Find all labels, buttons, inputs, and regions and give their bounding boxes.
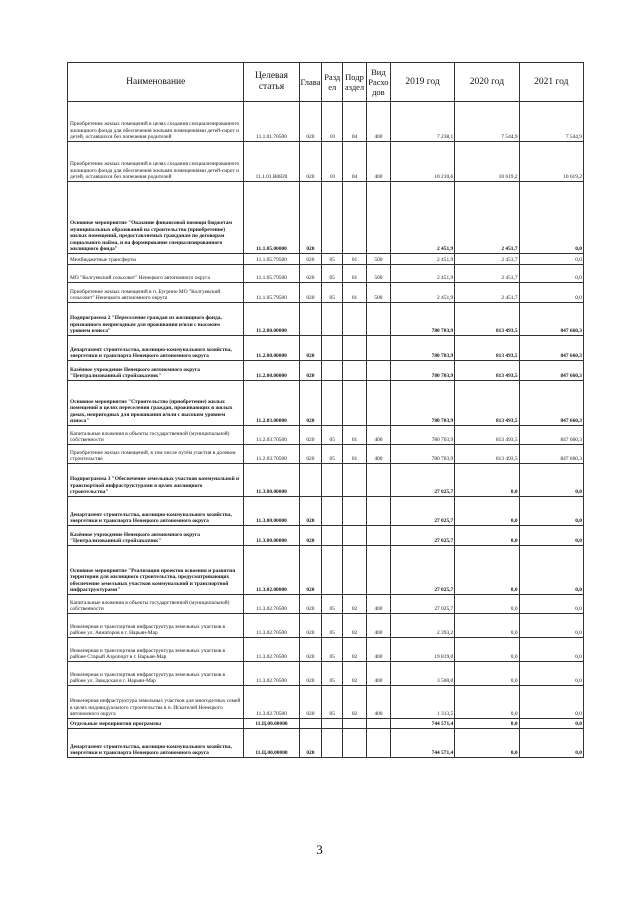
cell-type: 500: [366, 265, 390, 283]
cell-y2020: 0,0: [455, 464, 519, 497]
cell-chapter: 020: [299, 361, 322, 381]
cell-chapter: 020: [299, 102, 322, 142]
cell-y2020: 813 493,5: [455, 303, 519, 336]
cell-type: 400: [366, 595, 390, 614]
table-header-row: [68, 63, 584, 102]
cell-subsection: [343, 729, 367, 758]
header-2020: 2020 год: [455, 63, 519, 102]
cell-section: [322, 182, 343, 254]
cell-y2021: 7 544,9: [519, 102, 583, 142]
budget-table-container: [67, 62, 584, 758]
cell-y2021: 0,0: [519, 614, 583, 638]
cell-name: Приобретение жилых помещений в целях создания специализированного жилищного фонда для обеспечения жилыми помещениями детей-сирот и детей, оставшихся без попечения родителей: [68, 102, 244, 142]
cell-y2020: 0,0: [455, 719, 519, 729]
cell-name: Департамент строительства, жилищно-коммунального хозяйства, энергетики и транспорта Ненецкого автономного округа: [68, 497, 244, 526]
cell-section: 05: [322, 638, 343, 662]
cell-chapter: [299, 303, 322, 336]
cell-y2021: 0,0: [519, 464, 583, 497]
header-section: Разд ел: [322, 63, 343, 102]
cell-subsection: 01: [343, 254, 367, 265]
cell-y2019: 780 703,9: [390, 303, 454, 336]
cell-subsection: 02: [343, 638, 367, 662]
cell-subsection: 02: [343, 595, 367, 614]
cell-y2020: 2 451,7: [455, 254, 519, 265]
cell-target: 11.1.05.79500: [244, 265, 299, 283]
page-number: 3: [316, 842, 323, 857]
cell-y2019: 7 238,1: [390, 102, 454, 142]
cell-target: 11.3.02.70500: [244, 638, 299, 662]
cell-name: Приобретение жилых помещений в п. Бугрино МО "Колгуевский сельсовет" Ненецкого автономного округа: [68, 283, 244, 303]
cell-section: [322, 546, 343, 595]
cell-name: Основное мероприятие "Строительство (приобретение) жилых помещений в целях переселения граждан, проживающих в жилых домах, непригодных для проживания и/или с высоким уровнем износа": [68, 381, 244, 426]
cell-type: 400: [366, 638, 390, 662]
cell-type: 400: [366, 614, 390, 638]
cell-chapter: 020: [299, 729, 322, 758]
cell-chapter: 020: [299, 426, 322, 445]
cell-name: Межбюджетные трансферты: [68, 254, 244, 265]
cell-type: [366, 729, 390, 758]
cell-y2020: 813 493,5: [455, 361, 519, 381]
table-row: [68, 497, 584, 526]
table-row: [68, 526, 584, 546]
cell-y2019: 780 703,9: [390, 336, 454, 361]
cell-section: 05: [322, 445, 343, 464]
cell-subsection: [343, 381, 367, 426]
cell-name: Казённое учреждение Ненецкого автономного округа "Централизованный стройзаказчик": [68, 361, 244, 381]
cell-name: Капитальные вложения в объекты государственной (муниципальной) собственности: [68, 426, 244, 445]
cell-section: 05: [322, 614, 343, 638]
cell-type: 400: [366, 662, 390, 686]
header-chapter: Глава: [299, 63, 322, 102]
cell-y2019: 744 571,4: [390, 719, 454, 729]
header-2021: 2021 год: [519, 63, 583, 102]
cell-y2021: 0,0: [519, 265, 583, 283]
cell-y2020: 0,0: [455, 526, 519, 546]
cell-type: [366, 719, 390, 729]
cell-target: 11.3.02.70500: [244, 686, 299, 719]
cell-name: Департамент строительства, жилищно-коммунального хозяйства, энергетики и транспорта Ненецкого автономного округа: [68, 336, 244, 361]
cell-chapter: 020: [299, 265, 322, 283]
cell-subsection: [343, 303, 367, 336]
cell-type: [366, 526, 390, 546]
cell-type: [366, 303, 390, 336]
table-row: [68, 719, 584, 729]
cell-section: 05: [322, 254, 343, 265]
cell-y2020: 0,0: [455, 662, 519, 686]
cell-target: 11.3.00.00000: [244, 464, 299, 497]
cell-y2021: 0,0: [519, 729, 583, 758]
cell-y2021: 847 660,3: [519, 381, 583, 426]
cell-y2021: 847 660,3: [519, 361, 583, 381]
cell-y2021: 847 660,3: [519, 445, 583, 464]
cell-y2019: 780 703,9: [390, 445, 454, 464]
cell-target: 11.1.01.R0820: [244, 142, 299, 182]
cell-name: Подпрограмма 2 "Переселение граждан из жилищного фонда, признанного непригодным для проживания и/или с высоким уровнем износа": [68, 303, 244, 336]
header-target: Целевая статья: [244, 63, 299, 102]
cell-target: 11.2.00.00000: [244, 361, 299, 381]
cell-y2021: 847 660,3: [519, 336, 583, 361]
cell-chapter: 020: [299, 662, 322, 686]
table-row: [68, 729, 584, 758]
cell-chapter: 020: [299, 526, 322, 546]
cell-subsection: [343, 497, 367, 526]
table-row: [68, 361, 584, 381]
cell-section: 10: [322, 102, 343, 142]
cell-target: 11.2.00.00000: [244, 303, 299, 336]
header-subsection: Подр аздел: [343, 63, 367, 102]
cell-y2019: 3 500,0: [390, 662, 454, 686]
cell-y2019: 1 313,5: [390, 686, 454, 719]
cell-y2020: 0,0: [455, 686, 519, 719]
cell-y2020: 0,0: [455, 614, 519, 638]
table-row: [68, 638, 584, 662]
cell-target: 11.1.05.79500: [244, 254, 299, 265]
cell-y2021: 0,0: [519, 546, 583, 595]
cell-y2019: 27 025,7: [390, 526, 454, 546]
cell-name: МО "Колгуевский сельсовет" Ненецкого автономного округа: [68, 265, 244, 283]
cell-y2020: 0,0: [455, 638, 519, 662]
cell-name: Подпрограмма 3 "Обеспечение земельных участков коммунальной и транспортной инфраструктурами в целях жилищного строительства": [68, 464, 244, 497]
cell-section: [322, 719, 343, 729]
table-row: [68, 142, 584, 182]
cell-subsection: [343, 182, 367, 254]
cell-y2019: 2 451,9: [390, 182, 454, 254]
header-name: Наименование: [68, 63, 244, 102]
cell-y2019: 2 451,9: [390, 254, 454, 265]
table-row: [68, 283, 584, 303]
table-row: [68, 381, 584, 426]
cell-target: 11.3.02.70500: [244, 662, 299, 686]
cell-chapter: 020: [299, 283, 322, 303]
cell-y2021: 847 660,3: [519, 426, 583, 445]
cell-section: 05: [322, 595, 343, 614]
cell-subsection: 04: [343, 102, 367, 142]
cell-y2020: 10 619,2: [455, 142, 519, 182]
cell-name: Приобретение жилых помещений, в том числе путём участия в долевом строительстве: [68, 445, 244, 464]
table-row: [68, 595, 584, 614]
cell-target: 11.1.01.70500: [244, 102, 299, 142]
cell-target: 11.3.00.00000: [244, 497, 299, 526]
table-row: [68, 445, 584, 464]
table-row: [68, 303, 584, 336]
cell-chapter: 020: [299, 638, 322, 662]
cell-section: 05: [322, 686, 343, 719]
cell-type: 400: [366, 102, 390, 142]
cell-y2020: 813 493,5: [455, 426, 519, 445]
cell-name: Капитальные вложения в объекты государственной (муниципальной) собственности: [68, 595, 244, 614]
cell-chapter: 020: [299, 595, 322, 614]
cell-y2019: 10 210,6: [390, 142, 454, 182]
cell-section: [322, 526, 343, 546]
cell-chapter: 020: [299, 336, 322, 361]
cell-y2021: 0,0: [519, 497, 583, 526]
cell-y2021: 0,0: [519, 638, 583, 662]
cell-name: Основное мероприятие "Реализация проектов освоения и развития территории для жилищного строительства, предусматривающих обеспечение земельных участков коммунальной и транспортной инфраструктурами": [68, 546, 244, 595]
cell-section: [322, 497, 343, 526]
cell-chapter: 020: [299, 445, 322, 464]
cell-type: [366, 381, 390, 426]
cell-section: 05: [322, 265, 343, 283]
cell-subsection: 02: [343, 686, 367, 719]
cell-y2019: 744 571,4: [390, 729, 454, 758]
cell-y2021: 0,0: [519, 182, 583, 254]
cell-subsection: [343, 464, 367, 497]
cell-name: Отдельные мероприятия программы: [68, 719, 244, 729]
cell-section: 05: [322, 283, 343, 303]
cell-y2020: 7 544,9: [455, 102, 519, 142]
cell-y2021: 0,0: [519, 595, 583, 614]
cell-section: [322, 303, 343, 336]
cell-type: 500: [366, 254, 390, 265]
cell-type: [366, 546, 390, 595]
cell-type: 400: [366, 445, 390, 464]
header-expense-type: Вид Расхо дов: [366, 63, 390, 102]
cell-chapter: 020: [299, 254, 322, 265]
cell-subsection: 01: [343, 283, 367, 303]
table-row: [68, 265, 584, 283]
cell-type: 400: [366, 426, 390, 445]
cell-y2019: 780 703,9: [390, 361, 454, 381]
cell-chapter: 020: [299, 381, 322, 426]
cell-chapter: 020: [299, 614, 322, 638]
table-row: [68, 182, 584, 254]
table-row: [68, 464, 584, 497]
cell-y2019: 27 025,7: [390, 497, 454, 526]
cell-y2020: 2 451,7: [455, 182, 519, 254]
cell-subsection: 02: [343, 614, 367, 638]
cell-target: 11.Ц.00.00000: [244, 729, 299, 758]
cell-subsection: [343, 336, 367, 361]
cell-y2021: 0,0: [519, 283, 583, 303]
cell-subsection: [343, 719, 367, 729]
cell-type: 500: [366, 283, 390, 303]
cell-section: [322, 336, 343, 361]
cell-chapter: 020: [299, 686, 322, 719]
cell-y2019: 19 819,0: [390, 638, 454, 662]
cell-subsection: 01: [343, 426, 367, 445]
cell-chapter: 020: [299, 182, 322, 254]
cell-name: Инженерная инфраструктура земельных участков для многодетных семей в целях индивидуального строительства в п. Искателей Ненецкого автономного округа: [68, 686, 244, 719]
cell-y2019: 27 025,7: [390, 464, 454, 497]
cell-target: 11.1.05.79500: [244, 283, 299, 303]
cell-subsection: 04: [343, 142, 367, 182]
cell-chapter: 020: [299, 497, 322, 526]
cell-y2020: 2 451,7: [455, 265, 519, 283]
cell-section: 05: [322, 426, 343, 445]
cell-y2020: 813 493,5: [455, 381, 519, 426]
cell-type: [366, 361, 390, 381]
cell-y2019: 780 703,9: [390, 426, 454, 445]
cell-section: [322, 381, 343, 426]
cell-name: Инженерная и транспортная инфраструктура земельных участков в районе ул. Авиаторов в г. Нарьян-Мар: [68, 614, 244, 638]
cell-y2021: 0,0: [519, 526, 583, 546]
cell-target: 11.2.03.00000: [244, 381, 299, 426]
cell-type: 400: [366, 686, 390, 719]
table-row: [68, 426, 584, 445]
cell-subsection: [343, 526, 367, 546]
table-row: [68, 686, 584, 719]
cell-target: 11.3.02.70500: [244, 595, 299, 614]
cell-name: Департамент строительства, жилищно-коммунального хозяйства, энергетики и транспорта Ненецкого автономного округа: [68, 729, 244, 758]
cell-y2019: 27 025,7: [390, 595, 454, 614]
cell-y2021: 847 660,3: [519, 303, 583, 336]
cell-y2021: 10 619,2: [519, 142, 583, 182]
cell-subsection: 02: [343, 662, 367, 686]
table-row: [68, 546, 584, 595]
table-row: [68, 254, 584, 265]
cell-type: 400: [366, 142, 390, 182]
cell-y2020: 0,0: [455, 729, 519, 758]
cell-y2019: 2 451,9: [390, 283, 454, 303]
budget-table: [67, 62, 584, 758]
cell-chapter: 020: [299, 142, 322, 182]
cell-y2020: 0,0: [455, 595, 519, 614]
cell-target: 11.2.00.00000: [244, 336, 299, 361]
cell-target: 11.Ц.00.00000: [244, 719, 299, 729]
cell-target: 11.3.02.70500: [244, 614, 299, 638]
cell-type: [366, 182, 390, 254]
cell-target: 11.3.00.00000: [244, 526, 299, 546]
table-body: [68, 102, 584, 758]
cell-y2021: 0,0: [519, 719, 583, 729]
cell-y2019: 2 451,9: [390, 265, 454, 283]
cell-y2021: 0,0: [519, 662, 583, 686]
cell-name: Основное мероприятие "Оказание финансовой помощи бюджетам муниципальных образований на строительство (приобретение) жилых помещений, предоставляемых гражданам по договорам социального найма, и на формирование специализированного жилищного фонда": [68, 182, 244, 254]
cell-y2020: 813 493,5: [455, 445, 519, 464]
header-2019: 2019 год: [390, 63, 454, 102]
cell-y2019: 2 393,2: [390, 614, 454, 638]
cell-y2020: 813 493,5: [455, 336, 519, 361]
cell-y2019: 780 703,9: [390, 381, 454, 426]
cell-y2021: 0,0: [519, 254, 583, 265]
cell-name: Инженерная и транспортная инфраструктура земельных участков в районе ул. Заводская в г. Нарьян-Мар: [68, 662, 244, 686]
cell-type: [366, 464, 390, 497]
cell-target: 11.2.03.70500: [244, 426, 299, 445]
cell-section: 05: [322, 662, 343, 686]
cell-chapter: [299, 464, 322, 497]
cell-subsection: 01: [343, 445, 367, 464]
cell-section: [322, 464, 343, 497]
cell-y2020: 0,0: [455, 497, 519, 526]
cell-section: [322, 729, 343, 758]
cell-subsection: 01: [343, 265, 367, 283]
cell-type: [366, 497, 390, 526]
cell-target: 11.1.05.00000: [244, 182, 299, 254]
table-row: [68, 102, 584, 142]
cell-type: [366, 336, 390, 361]
cell-section: 10: [322, 142, 343, 182]
cell-chapter: [299, 719, 322, 729]
cell-target: 11.2.03.70500: [244, 445, 299, 464]
cell-y2020: 0,0: [455, 546, 519, 595]
cell-section: [322, 361, 343, 381]
cell-name: Казённое учреждение Ненецкого автономного округа "Централизованный стройзаказчик": [68, 526, 244, 546]
cell-name: Инженерная и транспортная инфраструктура земельных участков в районе Старый Аэропорт в г. Нарьян-Мар: [68, 638, 244, 662]
cell-chapter: 020: [299, 546, 322, 595]
table-row: [68, 614, 584, 638]
cell-y2021: 0,0: [519, 686, 583, 719]
cell-target: 11.3.02.00000: [244, 546, 299, 595]
table-row: [68, 662, 584, 686]
cell-subsection: [343, 546, 367, 595]
cell-name: Приобретение жилых помещений в целях создания специализированного жилищного фонда для обеспечения жилыми помещениями детей-сирот и детей, оставшихся без попечения родителей: [68, 142, 244, 182]
cell-y2020: 2 451,7: [455, 283, 519, 303]
table-row: [68, 336, 584, 361]
cell-y2019: 27 025,7: [390, 546, 454, 595]
cell-subsection: [343, 361, 367, 381]
